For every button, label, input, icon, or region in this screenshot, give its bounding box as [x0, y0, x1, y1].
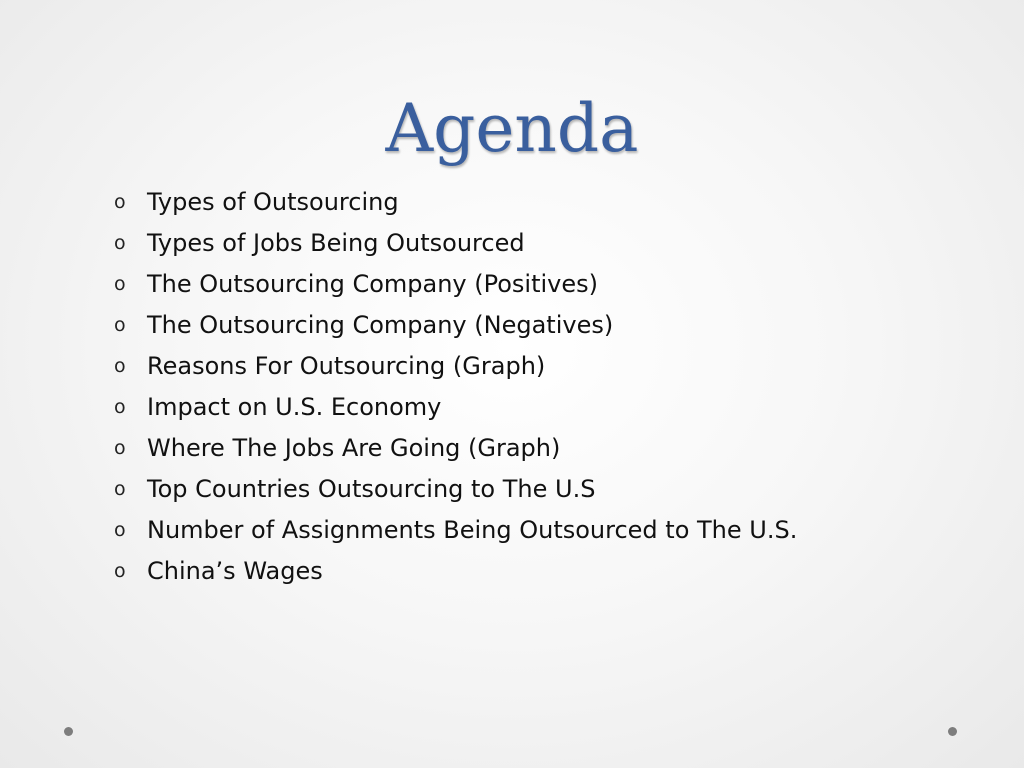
bullet-circle-icon: o: [114, 354, 126, 377]
agenda-item: [112, 263, 972, 304]
bullet-circle-icon: o: [114, 477, 126, 500]
slide-title: Agenda: [385, 90, 639, 167]
agenda-item-label: The Outsourcing Company (Positives): [147, 269, 599, 298]
bullet-circle-icon: o: [114, 313, 126, 336]
agenda-item-label: Types of Outsourcing: [147, 187, 399, 216]
agenda-item-label: The Outsourcing Company (Negatives): [147, 310, 614, 339]
agenda-item: [112, 509, 972, 550]
corner-dot-icon: [948, 727, 957, 736]
agenda-item-label: Types of Jobs Being Outsourced: [147, 228, 525, 257]
agenda-item-label: Where The Jobs Are Going (Graph): [147, 433, 561, 462]
agenda-item-label: China’s Wages: [147, 556, 323, 585]
bullet-circle-icon: o: [114, 395, 126, 418]
agenda-item: [112, 386, 972, 427]
agenda-item: [112, 345, 972, 386]
agenda-item: [112, 181, 972, 222]
agenda-item-label: Number of Assignments Being Outsourced to The U.S.: [147, 515, 798, 544]
agenda-item: [112, 550, 972, 591]
agenda-item-label: Top Countries Outsourcing to The U.S: [147, 474, 596, 503]
bullet-circle-icon: o: [114, 518, 126, 541]
bullet-circle-icon: o: [114, 436, 126, 459]
corner-dot-icon: [64, 727, 73, 736]
agenda-item-label: Impact on U.S. Economy: [147, 392, 442, 421]
agenda-list: [112, 181, 972, 591]
agenda-item: [112, 304, 972, 345]
bullet-circle-icon: o: [114, 272, 126, 295]
agenda-item: [112, 222, 972, 263]
agenda-item: [112, 468, 972, 509]
agenda-item: [112, 427, 972, 468]
bullet-circle-icon: o: [114, 559, 126, 582]
agenda-item-label: Reasons For Outsourcing (Graph): [147, 351, 546, 380]
bullet-circle-icon: o: [114, 190, 126, 213]
bullet-circle-icon: o: [114, 231, 126, 254]
